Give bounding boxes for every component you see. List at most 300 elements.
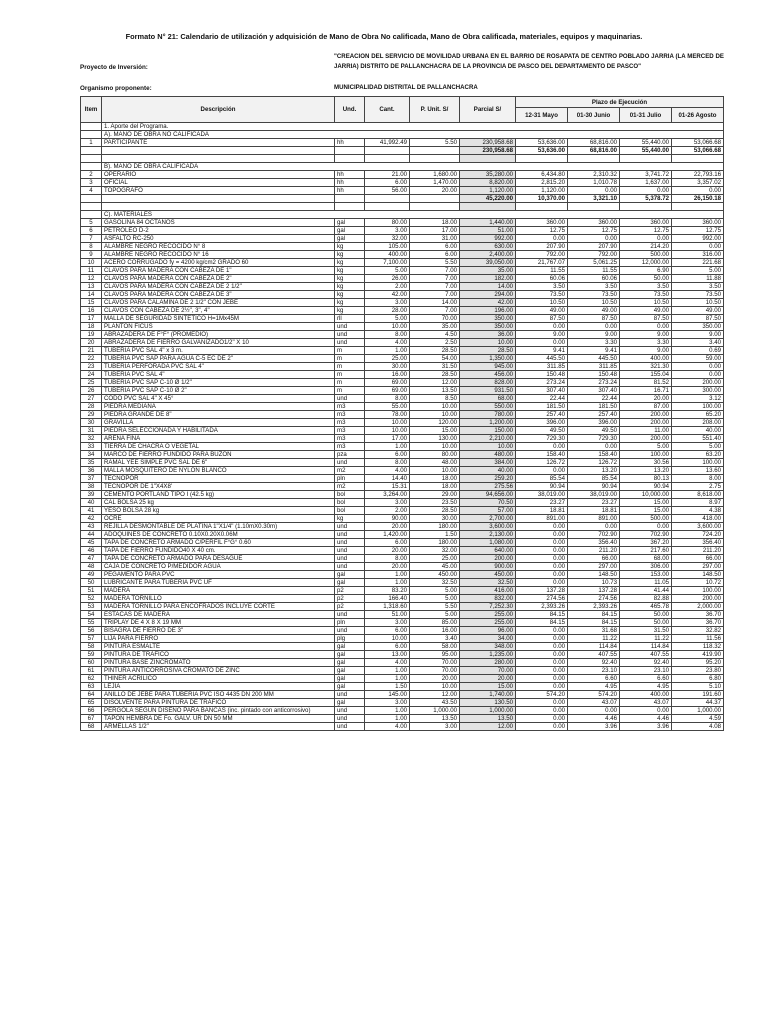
cell-col-6: 3.50 <box>516 283 568 291</box>
cell-col-3: 10.00 <box>365 427 410 435</box>
cell-col-8: 9.00 <box>620 347 672 355</box>
cell-col-4: 20.00 <box>410 675 460 683</box>
cell-col-6: 0.00 <box>516 539 568 547</box>
table-row <box>81 219 724 227</box>
cell-col-8: 200.00 <box>620 411 672 419</box>
cell-col-7: 273.24 <box>568 379 620 387</box>
cell-col-3: 3,264.00 <box>365 491 410 499</box>
cell-col-1: TAPON HEMBRA DE Fo. GALV. UR DN 50 MM <box>102 715 335 723</box>
cell-col-7: 38,019.00 <box>568 491 620 499</box>
cell-col-2: und <box>335 395 365 403</box>
cell-col-4: 180.00 <box>410 523 460 531</box>
cell-col-8: 217.60 <box>620 547 672 555</box>
cell-col-6: 11.55 <box>516 267 568 275</box>
table-row <box>81 587 724 595</box>
cell-col-9: 200.00 <box>672 379 724 387</box>
cell-col-7: 181.50 <box>568 403 620 411</box>
cell-col-9: 40.00 <box>672 427 724 435</box>
cell-col-9: 95.20 <box>672 659 724 667</box>
cell-col-4: 7.00 <box>410 291 460 299</box>
cell-col-6: 0.00 <box>516 683 568 691</box>
cell-col-4: 28.50 <box>410 507 460 515</box>
cell-col-4: 4.50 <box>410 331 460 339</box>
cell-col-9: 100.00 <box>672 403 724 411</box>
cell-col-5: 182.00 <box>460 275 516 283</box>
cell-col-7: 11.55 <box>568 267 620 275</box>
cell-col-8: 9.00 <box>620 331 672 339</box>
cell-col-6: 0.00 <box>516 531 568 539</box>
cell-col-7: 150.48 <box>568 371 620 379</box>
cell-col-2: und <box>335 459 365 467</box>
cell-col-6: 2,815.20 <box>516 179 568 187</box>
cell-col-1: CODO PVC SAL 4" X 45° <box>102 395 335 403</box>
cell-col-6: 84.15 <box>516 611 568 619</box>
subtotal-b-row-col-4: 26,150.18 <box>672 195 724 203</box>
cell-col-6: 6,434.80 <box>516 171 568 179</box>
cell-col-0: 61 <box>81 667 102 675</box>
cell-col-9: 208.00 <box>672 419 724 427</box>
cell-col-6: 84.15 <box>516 619 568 627</box>
cell-col-6: 87.50 <box>516 315 568 323</box>
cell-col-1: MADERA TORNILLO PARA ENCOFRADOS INCLUYE CORTE <box>102 603 335 611</box>
cell-col-1: CLAVOS PARA CALAMINA DE 2 1/2" CON JEBE <box>102 299 335 307</box>
cell-col-2: und <box>335 611 365 619</box>
cell-col-3: 10.00 <box>365 419 410 427</box>
cell-col-0: 26 <box>81 387 102 395</box>
cell-col-7: 297.00 <box>568 563 620 571</box>
cell-col-3: 8.00 <box>365 331 410 339</box>
cell-col-8: 400.00 <box>620 355 672 363</box>
cell-col-0: 28 <box>81 403 102 411</box>
cell-col-2: kg <box>335 243 365 251</box>
table-row <box>81 339 724 347</box>
cell-col-9: 0.00 <box>672 363 724 371</box>
cell-col-5: 10.00 <box>460 339 516 347</box>
cell-col-1: LIJA PARA FIERRO <box>102 635 335 643</box>
cell-col-4: 3.40 <box>410 635 460 643</box>
cell-col-1: MADERA TORNILLO <box>102 595 335 603</box>
table-row <box>81 579 724 587</box>
table-row <box>81 419 724 427</box>
cell-col-3: 28.00 <box>365 307 410 315</box>
cell-col-5: 35,280.00 <box>460 171 516 179</box>
table-row <box>81 635 724 643</box>
cell-col-1: PETROLEO D-2 <box>102 227 335 235</box>
cell-col-0: 56 <box>81 627 102 635</box>
cell-col-1: CAL BOLSA 25 kg <box>102 499 335 507</box>
cell-col-7: 84.15 <box>568 619 620 627</box>
cell-col-4: 5.00 <box>410 587 460 595</box>
cell-col-3: 7,100.00 <box>365 259 410 267</box>
table-row <box>81 571 724 579</box>
cell-col-7: 4.46 <box>568 715 620 723</box>
cell-col-7: 114.84 <box>568 643 620 651</box>
cell-col-7: 702.90 <box>568 531 620 539</box>
cell-col-6: 0.00 <box>516 547 568 555</box>
cell-col-9: 3,600.00 <box>672 523 724 531</box>
cell-col-8: 68.00 <box>620 555 672 563</box>
cell-col-9: 360.00 <box>672 219 724 227</box>
cell-col-2: und <box>335 331 365 339</box>
cell-col-5: 1,440.00 <box>460 219 516 227</box>
cell-col-4: 5.00 <box>410 611 460 619</box>
cell-col-7: 31.68 <box>568 627 620 635</box>
cell-col-5: 450.00 <box>460 571 516 579</box>
cell-col-2: gal <box>335 683 365 691</box>
table-row <box>81 275 724 283</box>
cell-col-5: 32.50 <box>460 579 516 587</box>
cell-col-5: 200.00 <box>460 555 516 563</box>
cell-col-2: m <box>335 371 365 379</box>
cell-col-2: m3 <box>335 403 365 411</box>
table-row <box>81 723 724 731</box>
cell-col-4: 54.00 <box>410 355 460 363</box>
cell-col-0: 6 <box>81 227 102 235</box>
cell-col-3: 1,318.60 <box>365 603 410 611</box>
cell-col-5: 828.00 <box>460 379 516 387</box>
cell-col-1: PARTICIPANTE <box>102 139 335 147</box>
cell-col-4: 180.00 <box>410 539 460 547</box>
cell-col-8: 4.46 <box>620 715 672 723</box>
cell-col-9: 5.00 <box>672 267 724 275</box>
table-row <box>81 187 724 195</box>
cell-col-0: 57 <box>81 635 102 643</box>
cell-col-6: 0.00 <box>516 715 568 723</box>
cell-col-5: 7,252.30 <box>460 603 516 611</box>
cell-col-5: 275.56 <box>460 483 516 491</box>
cell-col-1: YESO BOLSA 28 kg <box>102 507 335 515</box>
cell-col-1: PIEDRA GRANDE DE 8" <box>102 411 335 419</box>
cell-col-0: 51 <box>81 587 102 595</box>
cell-col-6: 53,636.00 <box>516 139 568 147</box>
subtotal-b-row-col-3: 5,378.72 <box>620 195 672 203</box>
cell-col-2: kg <box>335 299 365 307</box>
cell-col-3: 1.00 <box>365 675 410 683</box>
table-row <box>81 539 724 547</box>
cell-col-1: OPERARIO <box>102 171 335 179</box>
cell-col-4: 450.00 <box>410 571 460 579</box>
cell-col-0: 4 <box>81 187 102 195</box>
cell-col-8: 155.04 <box>620 371 672 379</box>
cell-col-9: 0.69 <box>672 347 724 355</box>
cell-col-7: 207.90 <box>568 243 620 251</box>
cell-col-4: 70.00 <box>410 667 460 675</box>
cell-col-1: TRIPLAY DE 4 X 8 X 19 MM <box>102 619 335 627</box>
cell-col-3: 6.00 <box>365 539 410 547</box>
cell-col-2: rll <box>335 315 365 323</box>
subtotal-a-row-col-1: 53,636.00 <box>516 147 568 155</box>
cell-col-5: 630.00 <box>460 243 516 251</box>
cell-col-2: bol <box>335 491 365 499</box>
cell-col-6: 0.00 <box>516 443 568 451</box>
section-aporte-label: 1. Aporte del Programa. <box>102 123 724 131</box>
cell-col-8: 30.56 <box>620 459 672 467</box>
cell-col-7: 10.50 <box>568 299 620 307</box>
cell-col-0: 11 <box>81 267 102 275</box>
cell-col-3: 10.00 <box>365 323 410 331</box>
cell-col-5: 96.00 <box>460 627 516 635</box>
cell-col-5: 350.00 <box>460 323 516 331</box>
cell-col-9: 65.20 <box>672 411 724 419</box>
cell-col-2: pln <box>335 619 365 627</box>
cell-col-2: kg <box>335 307 365 315</box>
proyecto-value: "CREACION DEL SERVICIO DE MOVILIDAD URBANA EN EL BARRIO DE ROSAPATA DE CENTRO POBLADO JARRIA (LA MERCED DE JARRIA) DISTRITO DE PALLANCHACRA DE LA PROVINCIA DE PASCO DEL DEPARTAMENTO DE PASCO" <box>334 53 724 70</box>
cell-col-1: ADOQUINES DE CONCRETO 0.10X0.20X0.06M <box>102 531 335 539</box>
cell-col-0: 43 <box>81 523 102 531</box>
cell-col-6: 360.00 <box>516 219 568 227</box>
table-row <box>81 315 724 323</box>
cell-col-8: 0.00 <box>620 187 672 195</box>
cell-col-2: gal <box>335 659 365 667</box>
cell-col-1: CLAVOS PARA MADERA CON CABEZA DE 3" <box>102 291 335 299</box>
cell-col-3: 1.00 <box>365 667 410 675</box>
cell-col-7: 12.75 <box>568 227 620 235</box>
cell-col-4: 17.00 <box>410 227 460 235</box>
cell-col-6: 38,019.00 <box>516 491 568 499</box>
cell-col-6: 274.56 <box>516 595 568 603</box>
cell-col-2: kg <box>335 291 365 299</box>
cell-col-3: 14.40 <box>365 475 410 483</box>
cell-col-0: 21 <box>81 347 102 355</box>
cell-col-7: 2,393.26 <box>568 603 620 611</box>
cell-col-1: TUBERIA PVC SAL 4" x 3 m. <box>102 347 335 355</box>
cell-col-4: 1,000.00 <box>410 707 460 715</box>
cell-col-5: 1,350.00 <box>460 355 516 363</box>
cell-col-8: 73.50 <box>620 291 672 299</box>
cell-col-0: 66 <box>81 707 102 715</box>
cell-col-7: 445.50 <box>568 355 620 363</box>
cell-col-0: 37 <box>81 475 102 483</box>
table-row <box>81 355 724 363</box>
cell-col-8: 81.52 <box>620 379 672 387</box>
cell-col-4: 12.00 <box>410 379 460 387</box>
cell-col-2: kg <box>335 259 365 267</box>
cell-col-5: 350.00 <box>460 315 516 323</box>
table-body <box>81 123 724 731</box>
table-row <box>81 683 724 691</box>
cell-col-9: 73.50 <box>672 291 724 299</box>
cell-col-5: 640.00 <box>460 547 516 555</box>
cell-col-0: 65 <box>81 699 102 707</box>
cell-col-4: 7.00 <box>410 275 460 283</box>
cell-col-3: 17.00 <box>365 435 410 443</box>
cell-col-6: 0.00 <box>516 563 568 571</box>
cell-col-1: TUBERIA PVC SAP C-10 Ø 2" <box>102 387 335 395</box>
header-und: Und. <box>335 97 365 123</box>
cell-col-7: 792.00 <box>568 251 620 259</box>
cell-col-6: 0.00 <box>516 635 568 643</box>
cell-col-7: 3.50 <box>568 283 620 291</box>
cell-col-6: 0.00 <box>516 571 568 579</box>
organismo-label: Organismo proponente: <box>80 85 152 92</box>
cell-col-1: PIEDRA SELECCIONADA Y HABILITADA <box>102 427 335 435</box>
table-row <box>81 555 724 563</box>
table-row <box>81 595 724 603</box>
cell-col-4: 6.00 <box>410 243 460 251</box>
cell-col-9: 221.68 <box>672 259 724 267</box>
table-row <box>81 507 724 515</box>
cell-col-0: 41 <box>81 507 102 515</box>
cell-col-3: 6.00 <box>365 451 410 459</box>
cell-col-4: 23.50 <box>410 499 460 507</box>
cell-col-8: 12,000.00 <box>620 259 672 267</box>
cell-col-8: 50.00 <box>620 275 672 283</box>
table-row <box>81 499 724 507</box>
section-mano-obra-calificada-label: B). MANO DE OBRA CALIFICADA <box>102 163 724 171</box>
cell-col-4: 20.00 <box>410 187 460 195</box>
cell-col-9: 724.20 <box>672 531 724 539</box>
cell-col-3: 42.00 <box>365 291 410 299</box>
cell-col-1: TUBERIA PERFORADA PVC SAL 4" <box>102 363 335 371</box>
cell-col-7: 5,061.25 <box>568 259 620 267</box>
cell-col-1: PINTURA DE TRÁFICO <box>102 651 335 659</box>
cell-col-3: 32.00 <box>365 235 410 243</box>
cell-col-8: 3.96 <box>620 723 672 731</box>
subtotal-a-row-col-2: 68,816.00 <box>568 147 620 155</box>
cell-col-7: 87.50 <box>568 315 620 323</box>
cell-col-1: PIEDRA MEDIANA <box>102 403 335 411</box>
cell-col-9: 8.97 <box>672 499 724 507</box>
subtotal-b-row-col-2: 3,321.10 <box>568 195 620 203</box>
cell-col-8: 0.00 <box>620 235 672 243</box>
cell-col-4: 12.00 <box>410 691 460 699</box>
table-row <box>81 459 724 467</box>
cell-col-9: 418.00 <box>672 515 724 523</box>
table-row <box>81 619 724 627</box>
cell-col-0: 29 <box>81 411 102 419</box>
cell-col-4: 10.00 <box>410 467 460 475</box>
cell-col-4: 130.00 <box>410 435 460 443</box>
cell-col-3: 1.00 <box>365 707 410 715</box>
table-row <box>81 395 724 403</box>
table-row <box>81 667 724 675</box>
table-row <box>81 515 724 523</box>
cell-col-2: und <box>335 323 365 331</box>
cell-col-0: 30 <box>81 419 102 427</box>
cell-col-2: bol <box>335 507 365 515</box>
cell-col-5: 1,080.00 <box>460 539 516 547</box>
cell-col-6: 0.00 <box>516 699 568 707</box>
cell-col-8: 3,741.72 <box>620 171 672 179</box>
cell-col-7: 9.41 <box>568 347 620 355</box>
cell-col-4: 43.50 <box>410 699 460 707</box>
cell-col-7: 1,010.78 <box>568 179 620 187</box>
cell-col-1: MALLA DE SEGURIDAD SINTETICO H=1Mx45M <box>102 315 335 323</box>
cell-col-2: m <box>335 347 365 355</box>
cell-col-5: 3,600.00 <box>460 523 516 531</box>
cell-col-3: 6.00 <box>365 643 410 651</box>
cell-col-0: 47 <box>81 555 102 563</box>
table-row <box>81 547 724 555</box>
section-mano-obra-no-calificada <box>81 131 724 139</box>
cell-col-6: 792.00 <box>516 251 568 259</box>
cell-col-3: 16.00 <box>365 371 410 379</box>
cell-col-6: 60.06 <box>516 275 568 283</box>
cell-col-4: 80.00 <box>410 451 460 459</box>
cell-col-8: 100.00 <box>620 451 672 459</box>
cell-col-2: und <box>335 563 365 571</box>
cell-col-5: 20.00 <box>460 675 516 683</box>
cell-col-3: 26.00 <box>365 275 410 283</box>
cell-col-7: 18.81 <box>568 507 620 515</box>
cell-col-8: 4.95 <box>620 683 672 691</box>
cell-col-7: 0.00 <box>568 443 620 451</box>
cell-col-6: 2,393.26 <box>516 603 568 611</box>
cell-col-2: p2 <box>335 595 365 603</box>
cell-col-6: 0.00 <box>516 643 568 651</box>
cell-col-5: 280.00 <box>460 659 516 667</box>
table-row <box>81 715 724 723</box>
cell-col-1: ABRAZADERA DE F°F° (PROMEDIO) <box>102 331 335 339</box>
cell-col-9: 36.70 <box>672 619 724 627</box>
cell-col-4: 70.00 <box>410 315 460 323</box>
cell-col-8: 55,440.00 <box>620 139 672 147</box>
cell-col-2: hh <box>335 139 365 147</box>
table-row <box>81 363 724 371</box>
subtotal-b-row-col-1: 10,370.00 <box>516 195 568 203</box>
cell-col-9: 0.00 <box>672 243 724 251</box>
cell-col-9: 419.90 <box>672 651 724 659</box>
cell-col-1: ALAMBRE NEGRO RECOCIDO N° 16 <box>102 251 335 259</box>
cell-col-1: MALLA MOSQUITERO DE NYLON BLANCO <box>102 467 335 475</box>
cell-col-5: 1,000.00 <box>460 707 516 715</box>
cell-col-9: 49.00 <box>672 307 724 315</box>
cell-col-3: 5.00 <box>365 267 410 275</box>
cell-col-9: 5.00 <box>672 443 724 451</box>
cell-col-3: 4.00 <box>365 467 410 475</box>
cell-col-4: 7.00 <box>410 283 460 291</box>
cell-col-2: m <box>335 387 365 395</box>
cell-col-5: 68.00 <box>460 395 516 403</box>
cell-col-7: 9.00 <box>568 331 620 339</box>
cell-col-3: 20.00 <box>365 563 410 571</box>
cell-col-3: 20.00 <box>365 523 410 531</box>
cell-col-9: 211.20 <box>672 547 724 555</box>
cell-col-1: MADERA <box>102 587 335 595</box>
cell-col-6: 0.00 <box>516 467 568 475</box>
cell-col-9: 4.38 <box>672 507 724 515</box>
cell-col-8: 6.90 <box>620 267 672 275</box>
cell-col-2: gal <box>335 651 365 659</box>
cell-col-5: 51.00 <box>460 227 516 235</box>
cell-col-4: 10.00 <box>410 683 460 691</box>
cell-col-4: 32.00 <box>410 547 460 555</box>
cell-col-3: 41,992.49 <box>365 139 410 147</box>
table-row <box>81 651 724 659</box>
cell-col-8: 360.00 <box>620 219 672 227</box>
cell-col-2: bol <box>335 499 365 507</box>
cell-col-9: 356.40 <box>672 539 724 547</box>
cell-col-3: 1.00 <box>365 579 410 587</box>
cell-col-8: 306.00 <box>620 563 672 571</box>
cell-col-8: 49.00 <box>620 307 672 315</box>
cell-col-7: 158.40 <box>568 451 620 459</box>
cell-col-6: 49.00 <box>516 307 568 315</box>
cell-col-4: 120.00 <box>410 419 460 427</box>
header-cant: Cant. <box>365 97 410 123</box>
cell-col-1: LUBRICANTE PARA TUBERIA PVC UF <box>102 579 335 587</box>
cell-col-7: 891.00 <box>568 515 620 523</box>
cell-col-5: 70.00 <box>460 667 516 675</box>
cell-col-0: 8 <box>81 243 102 251</box>
cell-col-4: 7.00 <box>410 267 460 275</box>
cell-col-4: 13.50 <box>410 715 460 723</box>
cell-col-4: 10.00 <box>410 411 460 419</box>
cell-col-0: 17 <box>81 315 102 323</box>
cell-col-6: 49.50 <box>516 427 568 435</box>
cell-col-3: 3.00 <box>365 499 410 507</box>
cell-col-1: TAPA DE CONCRETO ARMADO C/PERFIL F°G° 0.60 <box>102 539 335 547</box>
